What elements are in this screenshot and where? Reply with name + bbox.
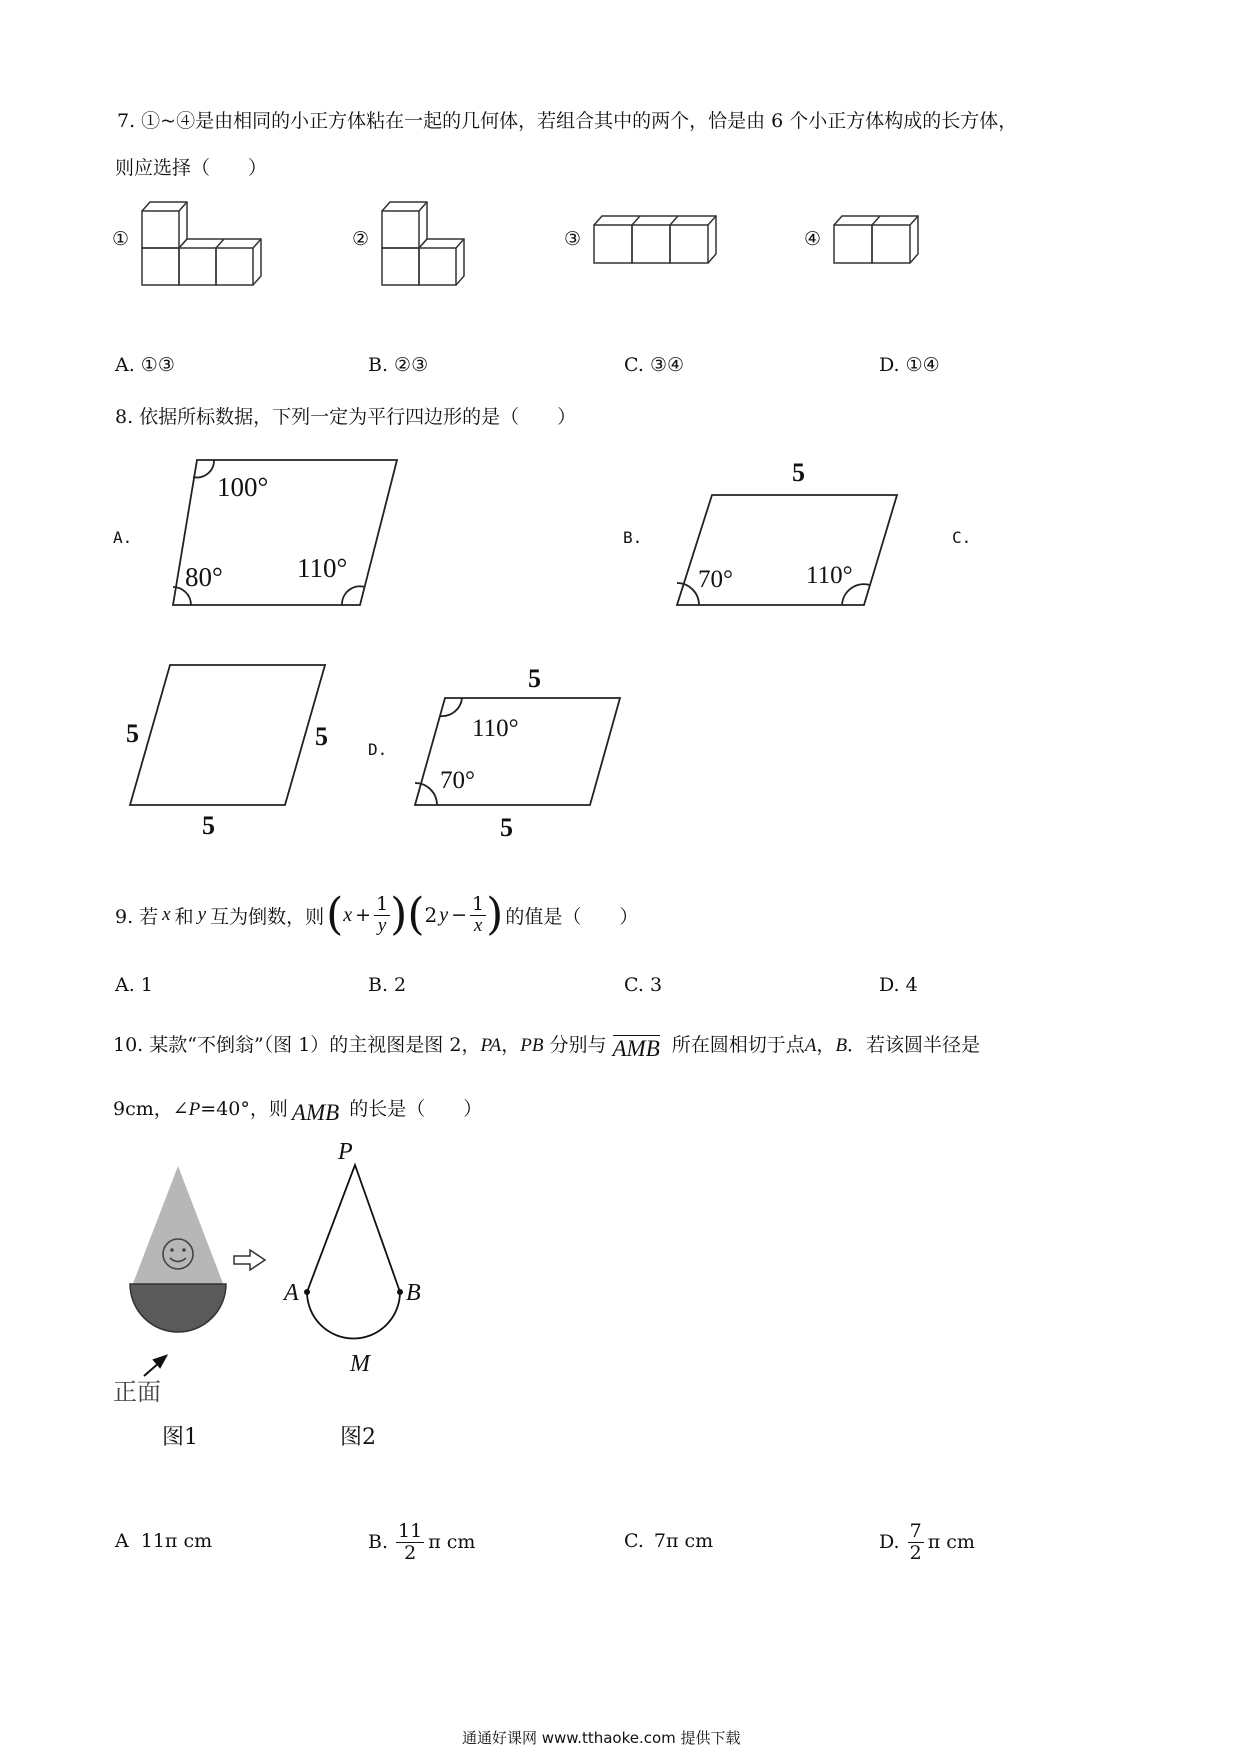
q10-figure-1-tumbler [110,1160,280,1400]
q8-fig-a-angle-bl: 80° [185,562,223,592]
q7-option-b[interactable]: B. ②③ [368,354,429,376]
q7-stem-line2: 则应选择（ ） [115,157,268,179]
q7-fig-label-3: ③ [564,228,582,250]
arrow-right-icon [234,1250,265,1270]
q8-fig-a-angle-top: 100° [217,472,269,502]
q8-option-b-label[interactable]: B. [623,528,643,547]
q10-fig2-point-a: A [284,1280,299,1306]
q10-fig2-caption: 图2 [340,1425,376,1450]
q9-option-a[interactable]: A. 1 [115,974,153,996]
q8-fig-c-side-bottom: 5 [202,811,215,840]
q10-stem-line2: 9cm，∠P=40°，则 AMB 的长是（ ） [113,1098,483,1125]
q10-arc-amb: AMB [612,1036,660,1061]
q9-expression: ( x + $\frac{1}{y}$ ) ( 2 y − $\frac{1}{x}$ ) [326,889,504,940]
q9-stem [115,880,638,950]
q9-stem-and: 和 [174,905,194,928]
q8-fig-b-side: 5 [792,458,805,487]
q8-figure-d [410,660,635,840]
q7-fig-label-4: ④ [804,228,822,250]
q8-option-c-label[interactable]: C. [952,528,972,547]
q7-fig-label-1: ① [112,228,130,250]
q7-fig-label-2: ② [352,228,370,250]
footer-watermark: 通通好课网 www.tthaoke.com 提供下载 [462,1729,741,1747]
q10-figure-2 [280,1140,450,1380]
q10-fig1-caption: 图1 [162,1425,198,1450]
q8-figure-a [165,455,405,610]
q9-stem-end: 的值是（ ） [505,905,639,928]
q9-option-d[interactable]: D. 4 [879,974,918,996]
q10-option-a[interactable]: A 11π cm [115,1530,213,1552]
q10-option-b[interactable]: B. $\frac{11}{2}$ π cm [368,1519,476,1564]
q8-stem: 8. 依据所标数据，下列一定为平行四边形的是（ ） [115,406,577,428]
q7-option-a[interactable]: A. ①③ [115,354,175,376]
q8-fig-a-angle-br: 110° [297,553,348,583]
q10-option-c[interactable]: C. 7π cm [624,1530,714,1552]
q7-cube-figure-1 [140,195,270,290]
q9-option-b[interactable]: B. 2 [368,974,407,996]
q9-var-y: y [197,904,207,925]
q7-cube-figure-3 [592,210,727,270]
q7-cube-figure-2 [380,195,480,290]
q7-option-d[interactable]: D. ①④ [879,354,940,376]
q10-fig1-front-label: 正面 [113,1378,161,1406]
q7-option-c[interactable]: C. ③④ [624,354,685,376]
q10-stem-line1: 10. 某款“不倒翁”（图 1）的主视图是图 2，PA，PB 分别与 AMB 所在圆相切于点A，B．若该圆半径是 [113,1034,981,1061]
q8-fig-b-angle-br: 110° [806,562,853,589]
q8-figure-c [120,660,340,840]
q8-fig-d-side-top: 5 [528,664,541,693]
q8-option-a-label[interactable]: A. [113,528,133,547]
q9-stem-num: 9. 若 [115,905,159,928]
q9-stem-mid: 互为倒数，则 [210,905,325,928]
q8-figure-b [672,455,907,610]
q7-cube-figure-4 [832,210,932,270]
q10-fig2-point-m: M [350,1351,370,1377]
q9-var-x: x [162,904,171,925]
q8-fig-d-angle-tl: 110° [472,715,519,742]
q10-option-d[interactable]: D. $\frac{7}{2}$ π cm [879,1519,975,1564]
q10-arc-amb-2: AMB [291,1100,340,1125]
q8-fig-c-side-left: 5 [126,719,139,748]
q9-option-c[interactable]: C. 3 [624,974,663,996]
q10-fig2-point-b: B [406,1280,421,1306]
q8-fig-d-side-bottom: 5 [500,813,513,842]
q7-stem-line1: 7. ①~④是由相同的小正方体粘在一起的几何体，若组合其中的两个，恰是由 6 个小正方体构成的长方体， [117,110,1018,132]
q10-fig2-point-p: P [338,1139,353,1165]
q8-fig-b-angle-bl: 70° [698,566,733,593]
q8-option-d-label[interactable]: D. [368,740,388,759]
q8-fig-c-side-right: 5 [315,722,328,751]
q8-fig-d-angle-bl: 70° [440,767,475,794]
